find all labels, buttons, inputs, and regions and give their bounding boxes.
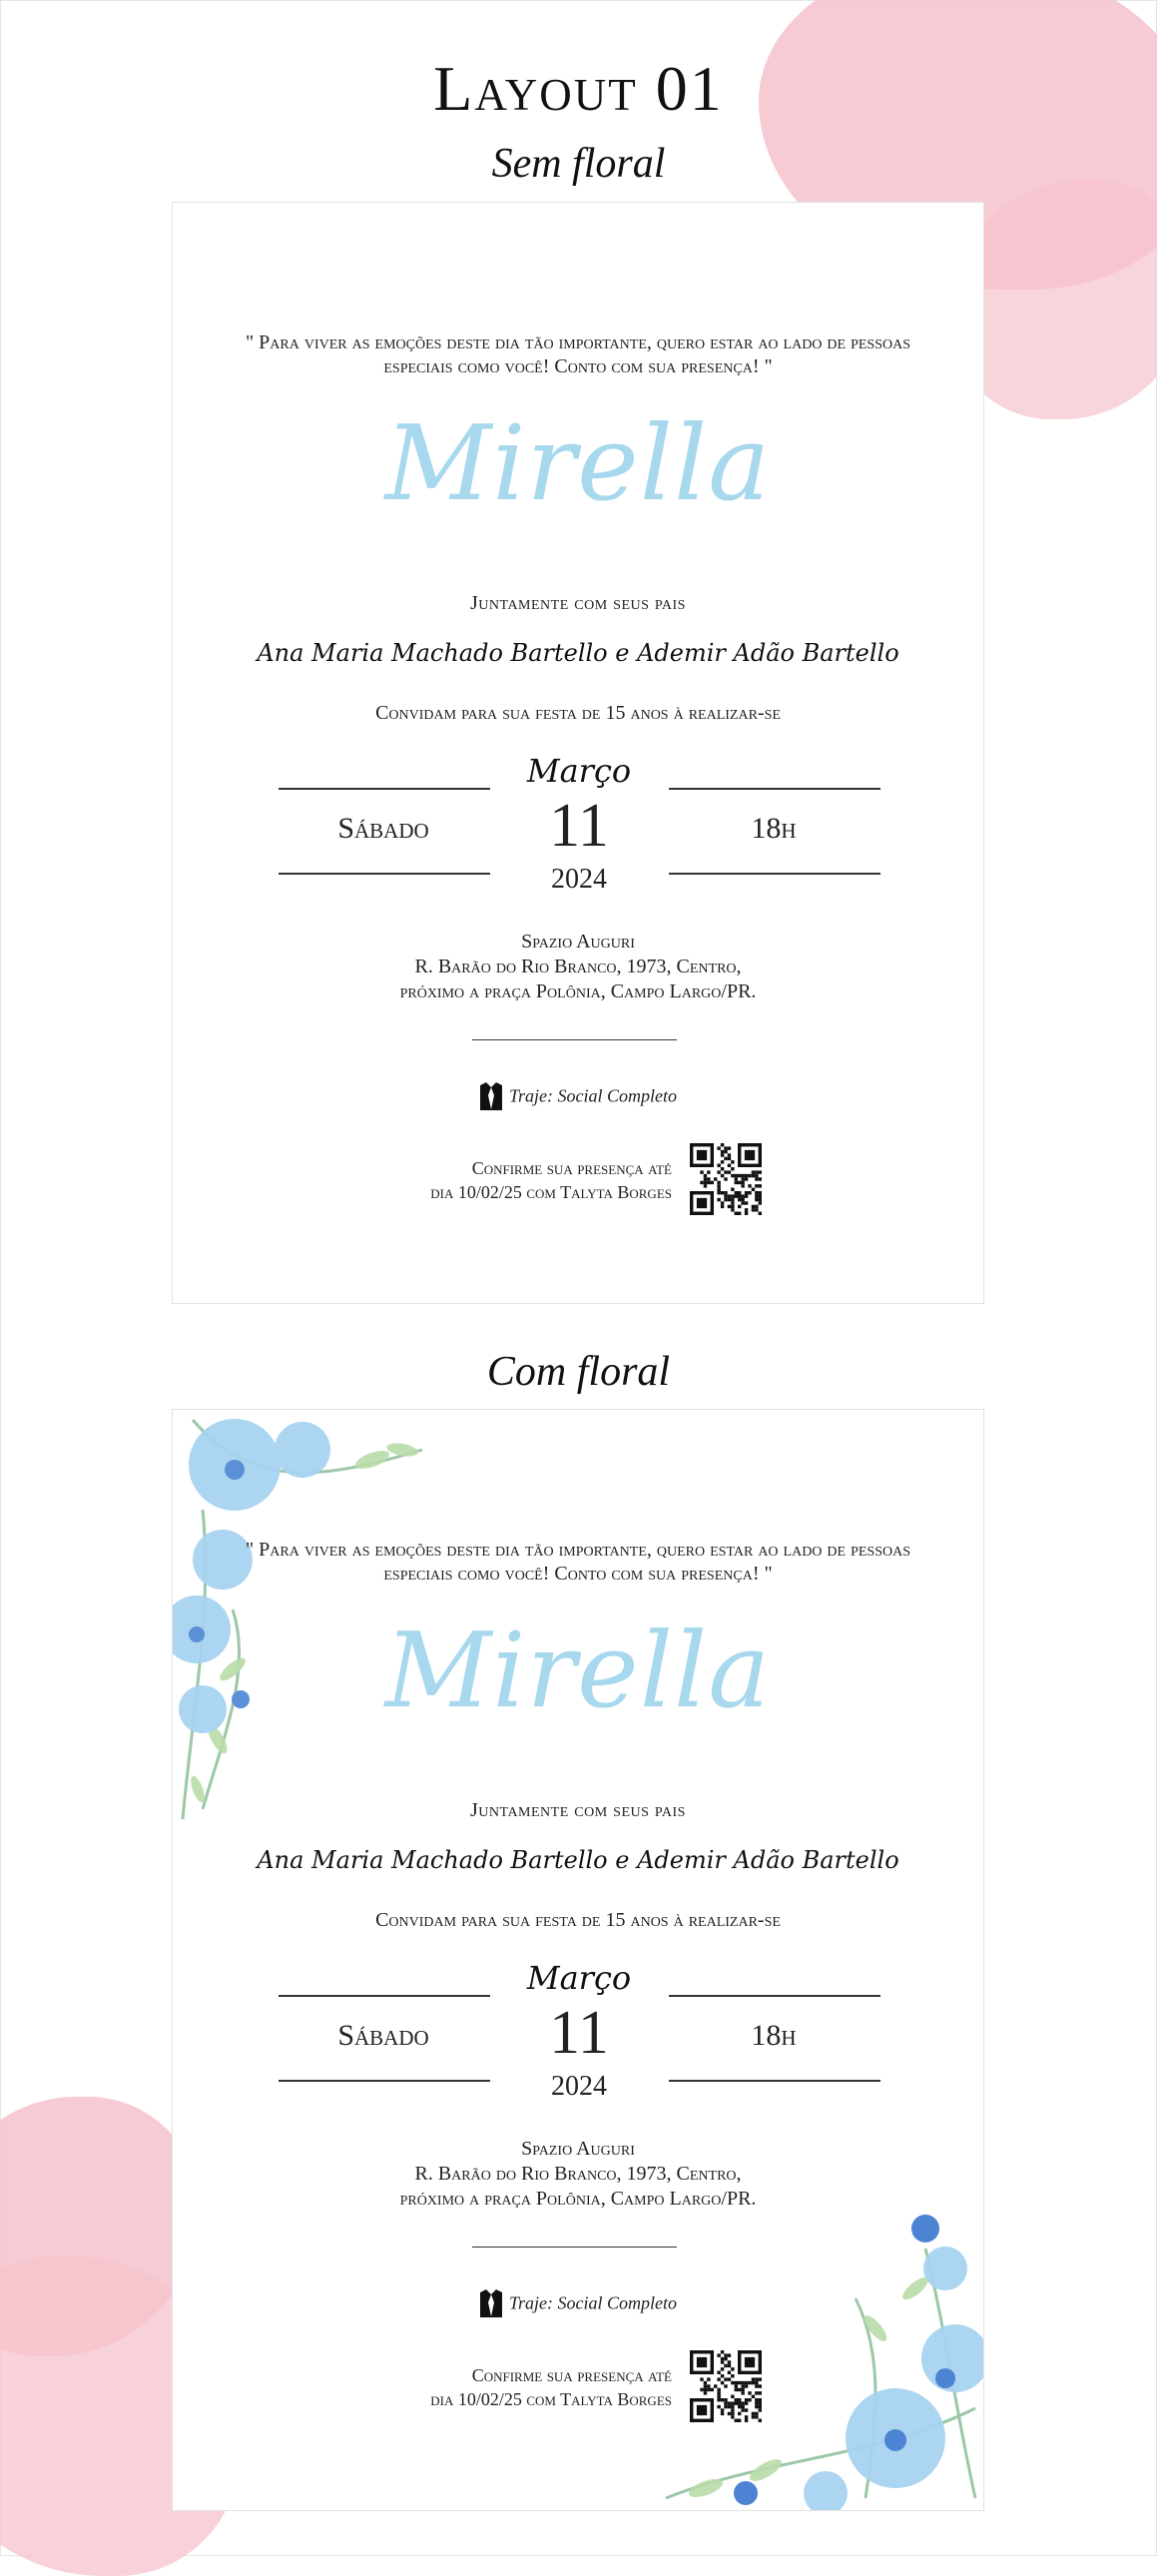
divider-left-top bbox=[279, 788, 490, 790]
venue-name: Spazio Auguri bbox=[521, 2138, 635, 2160]
celebrant-name: Mirella bbox=[384, 1610, 772, 1731]
dress-code bbox=[173, 1081, 983, 1111]
divider-right-bottom bbox=[669, 873, 880, 875]
invitation-quote: " Para viver as emoções deste dia tão importante, quero estar ao lado de pessoas especiais como você! Conto com sua presença! " bbox=[246, 1539, 910, 1585]
rsvp-text bbox=[352, 1156, 672, 1204]
address-line-1: R. Barão do Rio Branco, 1973, Centro, bbox=[414, 956, 742, 977]
section-label-sem-floral: Sem floral bbox=[491, 141, 666, 187]
parents-names: Ana Maria Machado Bartello e Ademir Adão Bartello bbox=[257, 1846, 899, 1874]
with-parents-text: Juntamente com seus pais bbox=[470, 1799, 686, 1821]
rsvp-text bbox=[352, 2363, 672, 2411]
day-number: 11 bbox=[549, 792, 609, 860]
page-title: Layout 01 bbox=[433, 53, 724, 124]
weekday: Sábado bbox=[337, 812, 429, 845]
event-time: 18h bbox=[751, 812, 797, 845]
invitation-quote: " Para viver as emoções deste dia tão importante, quero estar ao lado de pessoas especiais como você! Conto com sua presença! " bbox=[246, 331, 910, 377]
qr-code-icon[interactable] bbox=[690, 2350, 762, 2422]
divider-left-bottom bbox=[279, 873, 490, 875]
invite-line: Convidam para sua festa de 15 anos à realizar-se bbox=[375, 1909, 781, 1931]
celebrant-name: Mirella bbox=[384, 402, 772, 524]
venue-address bbox=[173, 2162, 983, 2212]
venue-address bbox=[173, 955, 983, 1004]
year: 2024 bbox=[551, 2071, 607, 2102]
dress-code-text: Traje: Social Completo bbox=[509, 2292, 677, 2313]
divider-right-top bbox=[669, 788, 880, 790]
dress-code-text: Traje: Social Completo bbox=[509, 1085, 677, 1106]
dress-code bbox=[173, 2288, 983, 2318]
invite-line: Convidam para sua festa de 15 anos à realizar-se bbox=[375, 702, 781, 724]
address-line-1: R. Barão do Rio Branco, 1973, Centro, bbox=[414, 2163, 742, 2185]
rsvp-line-2: dia 10/02/25 com Talyta Borges bbox=[430, 1182, 672, 1202]
day-number: 11 bbox=[549, 1999, 609, 2067]
jacket-icon bbox=[479, 2288, 503, 2318]
event-time: 18h bbox=[751, 2019, 797, 2052]
month: Março bbox=[526, 752, 632, 790]
section-label-com-floral: Com floral bbox=[486, 1349, 671, 1395]
rsvp-line-2: dia 10/02/25 com Talyta Borges bbox=[430, 2389, 672, 2409]
venue-name: Spazio Auguri bbox=[521, 931, 635, 953]
divider-right-bottom bbox=[669, 2080, 880, 2082]
divider-short bbox=[472, 2247, 677, 2248]
with-parents-text: Juntamente com seus pais bbox=[470, 592, 686, 614]
address-line-2: próximo a praça Polônia, Campo Largo/PR. bbox=[399, 980, 757, 1002]
year: 2024 bbox=[551, 864, 607, 895]
divider-left-top bbox=[279, 1995, 490, 1997]
divider-left-bottom bbox=[279, 2080, 490, 2082]
weekday: Sábado bbox=[337, 2019, 429, 2052]
floral-decoration-bottom-right bbox=[626, 2209, 984, 2511]
invitation-card-com-floral bbox=[172, 1409, 984, 2511]
divider-right-top bbox=[669, 1995, 880, 1997]
invitation-card-sem-floral bbox=[172, 202, 984, 1304]
address-line-2: próximo a praça Polônia, Campo Largo/PR. bbox=[399, 2188, 757, 2210]
parents-names: Ana Maria Machado Bartello e Ademir Adão Bartello bbox=[257, 639, 899, 667]
rsvp-line-1: Confirme sua presença até bbox=[471, 2365, 672, 2385]
rsvp-line-1: Confirme sua presença até bbox=[471, 1158, 672, 1178]
jacket-icon bbox=[479, 1081, 503, 1111]
month: Março bbox=[526, 1959, 632, 1997]
divider-short bbox=[472, 1039, 677, 1040]
qr-code-icon[interactable] bbox=[690, 1143, 762, 1215]
